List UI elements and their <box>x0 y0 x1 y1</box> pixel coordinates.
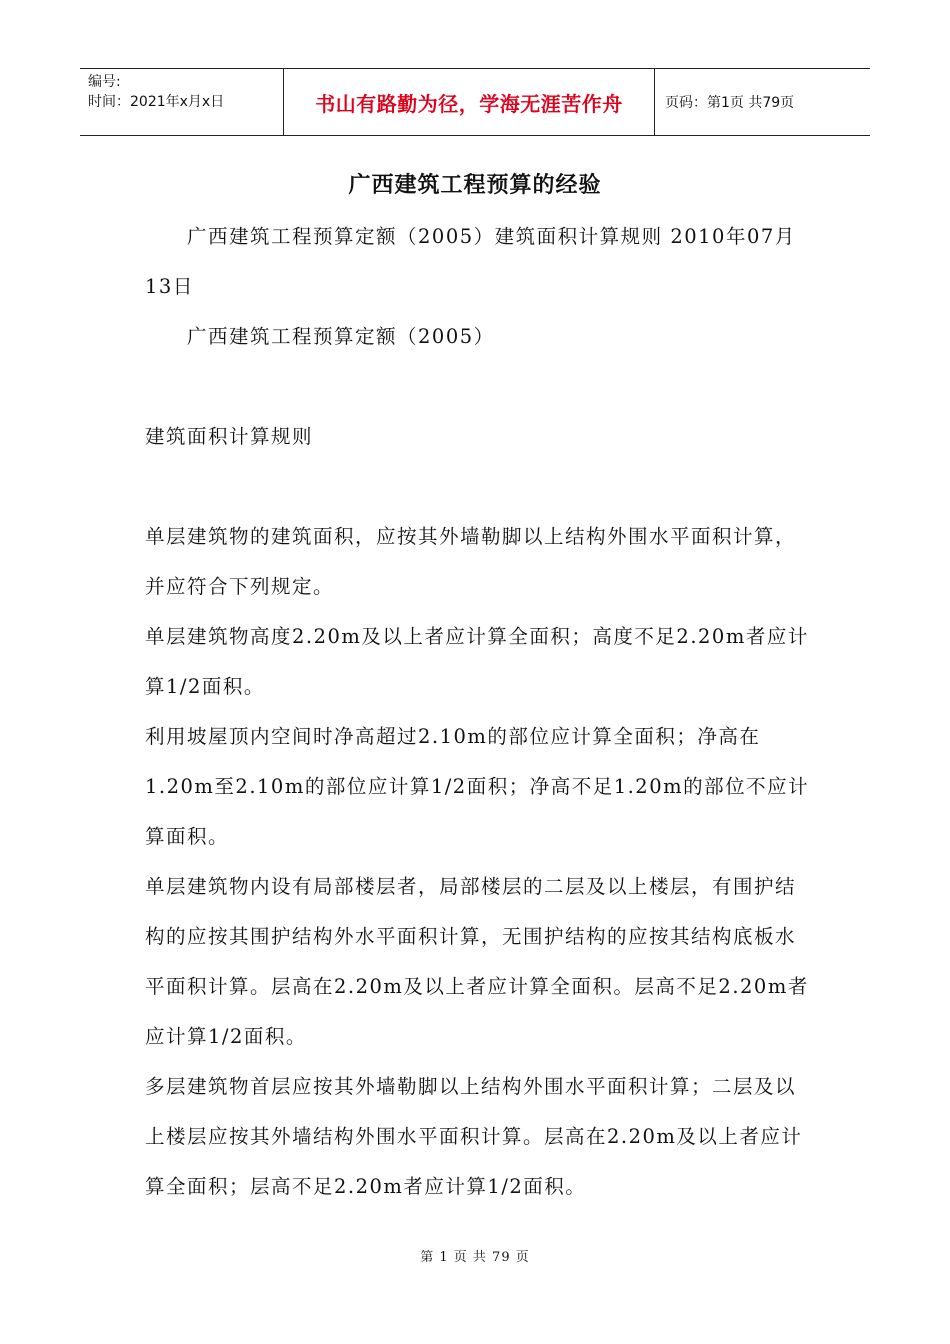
blank-line <box>145 362 810 412</box>
document-body <box>145 212 810 1212</box>
page-footer: 第 1 页 共 79 页 <box>420 1250 530 1265</box>
header-table <box>80 68 870 136</box>
page-info: 页码：第1页 共79页 <box>665 95 795 111</box>
paragraph-rule-3: 利用坡屋顶内空间时净高超过2.10m的部位应计算全面积；净高在1.20m至2.10m的部位应计算1/2面积；净高不足1.20m的部位不应计算面积。 <box>145 725 810 848</box>
header-page-cell <box>655 69 870 135</box>
paragraph-rule-2: 单层建筑物高度2.20m及以上者应计算全面积；高度不足2.20m者应计算1/2面积。 <box>145 625 809 698</box>
document-title: 广西建筑工程预算的经验 <box>348 172 602 198</box>
motto-text: 书山有路勤为径，学海无涯苦作舟 <box>315 91 623 116</box>
serial-label: 编号: <box>88 74 121 90</box>
blank-line <box>145 462 810 512</box>
paragraph-rule-5: 多层建筑物首层应按其外墙勒脚以上结构外围水平面积计算；二层及以上楼层应按其外墙结构外围水平面积计算。层高在2.20m及以上者应计算全面积；层高不足2.20m者应计算1/2面积。 <box>145 1075 803 1198</box>
paragraph-section-heading: 建筑面积计算规则 <box>145 425 314 448</box>
date-label: 时间：2021年x月x日 <box>88 94 225 110</box>
header-meta-cell <box>80 69 283 135</box>
paragraph-intro: 广西建筑工程预算定额（2005）建筑面积计算规则 2010年07月13日 <box>145 225 796 298</box>
paragraph-subtitle: 广西建筑工程预算定额（2005） <box>187 325 495 348</box>
paragraph-rule-4: 单层建筑物内设有局部楼层者，局部楼层的二层及以上楼层，有围护结构的应按其围护结构外水平面积计算，无围护结构的应按其结构底板水平面积计算。层高在2.20m及以上者应计算全面积。层高不足2.20m者应计算1/2面积。 <box>145 875 809 1048</box>
paragraph-rule-1: 单层建筑物的建筑面积，应按其外墙勒脚以上结构外围水平面积计算，并应符合下列规定。 <box>145 525 797 598</box>
header-motto-cell <box>283 69 655 135</box>
